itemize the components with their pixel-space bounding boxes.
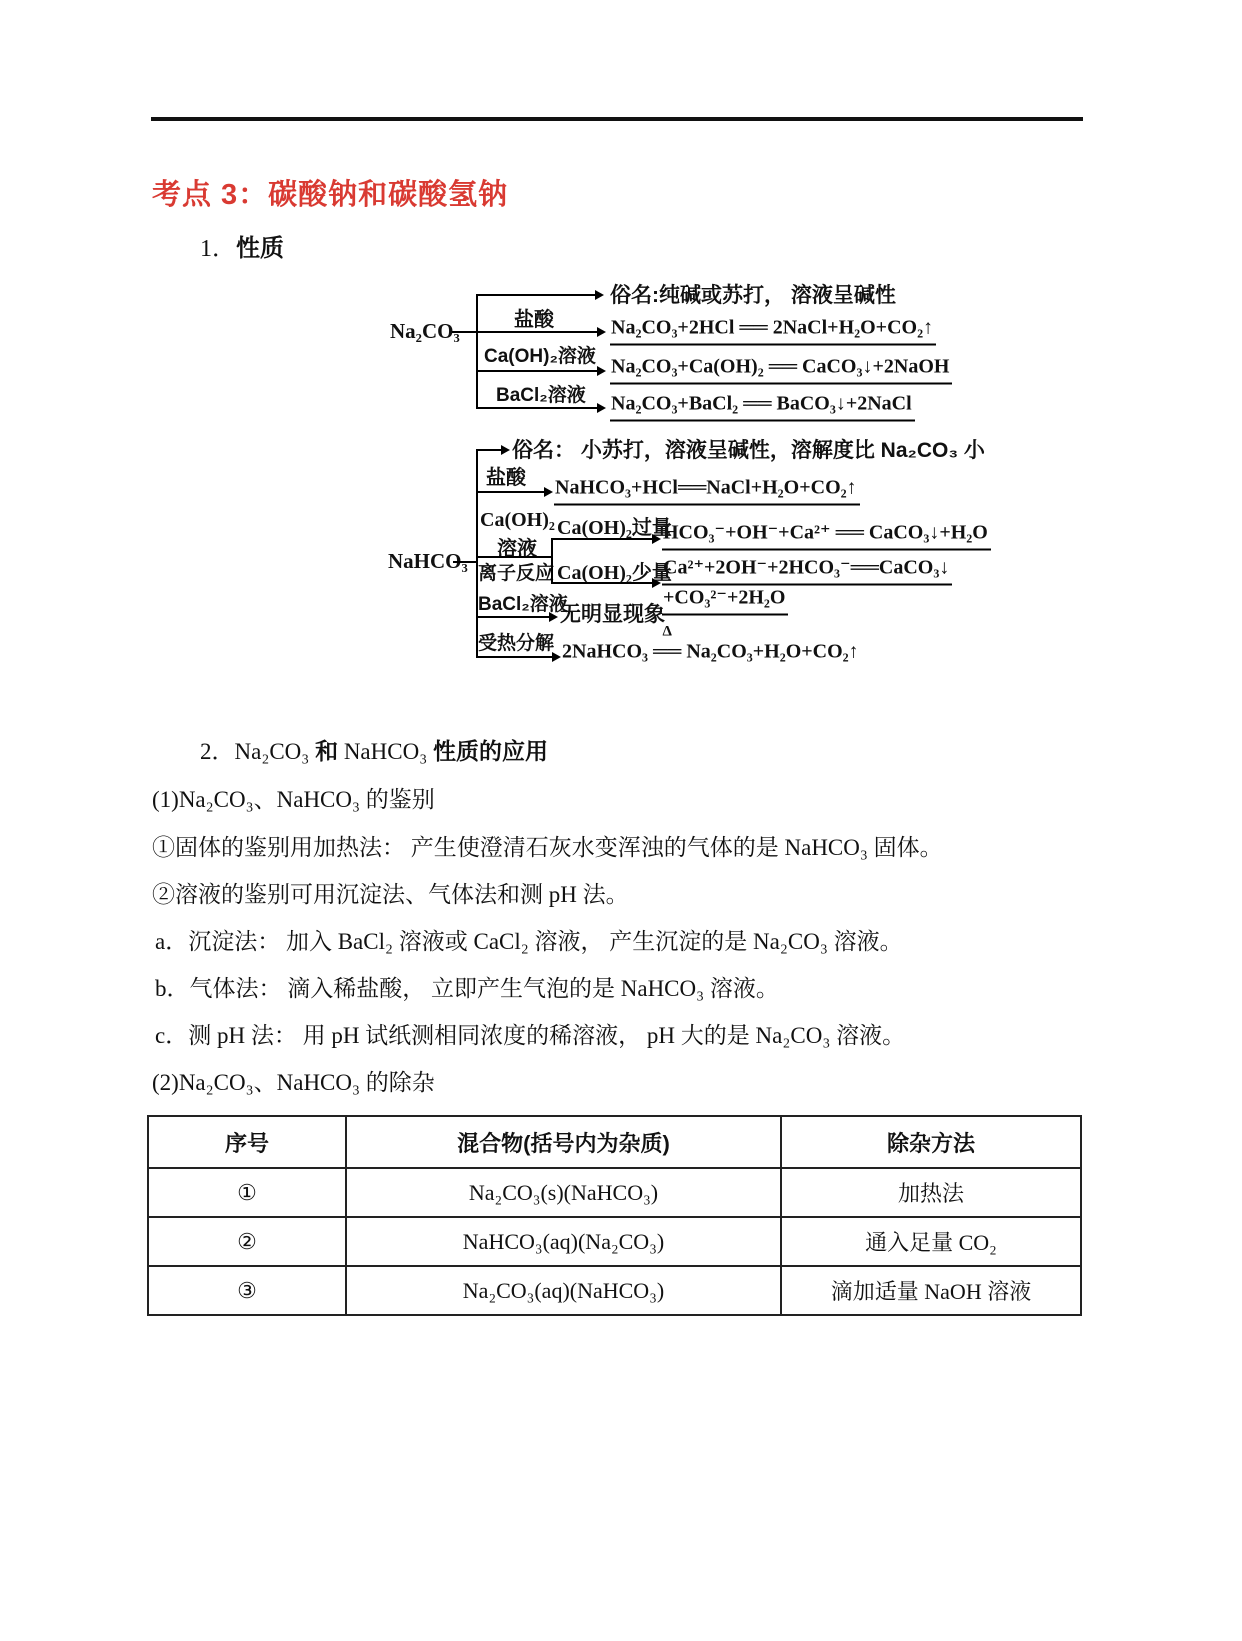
- column-header-method: 除杂方法: [781, 1116, 1081, 1168]
- branch-line: [476, 616, 549, 618]
- method-cell: 加热法: [781, 1168, 1081, 1217]
- condition-label-caoh2-insufficient: Ca(OH)₂少量: [557, 562, 672, 584]
- branch-line: [476, 331, 597, 333]
- row-number-cell: ②: [148, 1217, 346, 1266]
- root-connector-line: [452, 331, 476, 333]
- top-rule: [151, 117, 1083, 121]
- row-number-cell: ③: [148, 1266, 346, 1315]
- na2co3-root-label: Na₂CO₃: [390, 319, 460, 343]
- subsection-1-number: 1．: [200, 236, 236, 262]
- page-title: 考点 3：碳酸钠和碳酸氢钠: [152, 179, 509, 211]
- equation-caoh2-insufficient-line2: +CO₃²⁻+2H₂O: [662, 585, 788, 616]
- arrow-right-icon: [595, 290, 604, 300]
- branch-line: [476, 370, 597, 372]
- condition-label-hcl: 盐酸: [486, 467, 526, 489]
- equation-na2co3-hcl: Na₂CO₃+2HCl ══ 2NaCl+H₂O+CO₂↑: [610, 317, 936, 346]
- equation-caoh2-excess: HCO₃⁻+OH⁻+Ca²⁺ ══ CaCO₃↓+H₂O: [662, 520, 991, 551]
- table-header-row: [148, 1116, 1081, 1168]
- condition-label-heating: 受热分解: [478, 633, 555, 654]
- branch-line: [476, 491, 544, 493]
- branch-line: [551, 582, 652, 584]
- table-row: [148, 1217, 1081, 1266]
- solution-identification-text: ②溶液的鉴别可用沉淀法、气体法和测 pH 法。: [152, 882, 629, 907]
- method-cell: 通入足量 CO₂: [781, 1217, 1081, 1266]
- arrow-right-icon: [597, 403, 606, 413]
- arrow-right-icon: [549, 612, 558, 622]
- heading-part-formula2: NaHCO₃: [338, 739, 433, 764]
- equation-thermal-decomposition: [562, 623, 859, 664]
- condition-label-caoh2-excess: Ca(OH)₂过量: [557, 517, 672, 539]
- no-obvious-phenomenon-text: 无明显现象: [560, 603, 665, 626]
- identification-heading: (1)Na₂CO₃、NaHCO₃ 的鉴别: [152, 787, 435, 812]
- branch-line: [476, 449, 501, 451]
- ionic-reaction-label: 离子反应: [478, 563, 555, 584]
- condition-label-hcl: 盐酸: [514, 309, 554, 331]
- nahco3-common-name: 俗名： 小苏打，溶液呈碱性，溶解度比 Na₂CO₃ 小: [512, 439, 985, 462]
- heading-part-formula1: 2．Na₂CO₃: [200, 739, 316, 764]
- mixture-cell: Na₂CO₃(aq)(NaHCO₃): [346, 1266, 781, 1315]
- sub-branch-spine-line: [551, 538, 553, 582]
- impurity-removal-table: [147, 1115, 1082, 1316]
- branch-line: [476, 407, 597, 409]
- equation-left-part: 2NaHCO₃: [562, 640, 653, 663]
- column-header-number: 序号: [148, 1116, 346, 1168]
- branch-line: [476, 656, 552, 658]
- method-cell: 滴加适量 NaOH 溶液: [781, 1266, 1081, 1315]
- arrow-right-icon: [501, 445, 510, 455]
- precipitation-method-text: a．沉淀法： 加入 BaCl₂ 溶液或 CaCl₂ 溶液， 产生沉淀的是 Na₂CO₃ 溶液。: [155, 929, 903, 954]
- branch-line: [551, 538, 652, 540]
- heading-part-application: 性质的应用: [432, 738, 548, 764]
- table-row: [148, 1168, 1081, 1217]
- mixture-cell: NaHCO₃(aq)(Na₂CO₃): [346, 1217, 781, 1266]
- arrow-right-icon: [597, 366, 606, 376]
- arrow-right-icon: [652, 578, 661, 588]
- row-number-cell: ①: [148, 1168, 346, 1217]
- equation-na2co3-caoh2: Na₂CO₃+Ca(OH)₂ ══ CaCO₃↓+2NaOH: [610, 356, 952, 385]
- branch-spine-line: [476, 449, 478, 658]
- equation-na2co3-bacl2: Na₂CO₃+BaCl₂ ══ BaCO₃↓+2NaCl: [610, 393, 915, 422]
- condition-label-bacl2: BaCl₂溶液: [478, 594, 568, 615]
- condition-label-caoh2: Ca(OH)₂: [480, 509, 555, 531]
- subsection-1-heading: [200, 228, 284, 263]
- condition-label-caoh2: Ca(OH)₂溶液: [484, 346, 596, 367]
- nahco3-root-label: NaHCO₃: [388, 549, 468, 573]
- mixture-cell: Na₂CO₃(s)(NaHCO₃): [346, 1168, 781, 1217]
- solid-identification-text: ①固体的鉴别用加热法： 产生使澄清石灰水变浑浊的气体的是 NaHCO₃ 固体。: [152, 835, 943, 860]
- heading-part-and: 和: [315, 738, 339, 764]
- delta-icon: Δ: [662, 623, 672, 640]
- branch-spine-line: [476, 294, 478, 409]
- root-connector-line: [453, 561, 476, 563]
- arrow-right-icon: [597, 327, 606, 337]
- table-row: [148, 1266, 1081, 1315]
- column-header-mixture: 混合物(括号内为杂质): [346, 1116, 781, 1168]
- arrow-right-icon: [552, 652, 561, 662]
- branch-line: [476, 294, 595, 296]
- subsection-1-title: 性质: [236, 235, 284, 262]
- equation-right-part: Na₂CO₃+H₂O+CO₂↑: [681, 640, 859, 663]
- equation-caoh2-insufficient-line1: Ca²⁺+2OH⁻+2HCO₃⁻══CaCO₃↓: [662, 555, 952, 586]
- subsection-2-heading: [200, 733, 548, 766]
- ph-method-text: c．测 pH 法： 用 pH 试纸测相同浓度的稀溶液， pH 大的是 Na₂CO₃ 溶液。: [155, 1023, 906, 1048]
- arrow-right-icon: [652, 534, 661, 544]
- equation-nahco3-hcl: NaHCO₃+HCl══NaCl+H₂O+CO₂↑: [554, 477, 860, 506]
- gas-method-text: b．气体法： 滴入稀盐酸， 立即产生气泡的是 NaHCO₃ 溶液。: [155, 976, 779, 1001]
- condition-label-bacl2: BaCl₂溶液: [496, 385, 586, 406]
- arrow-right-icon: [544, 487, 553, 497]
- impurity-removal-heading: (2)Na₂CO₃、NaHCO₃ 的除杂: [152, 1070, 435, 1095]
- delta-over-equals: [653, 623, 682, 664]
- condition-label-solution: 溶液: [497, 538, 537, 560]
- double-equals-sign: ══: [653, 640, 682, 663]
- na2co3-common-name: 俗名:纯碱或苏打， 溶液呈碱性: [610, 284, 896, 307]
